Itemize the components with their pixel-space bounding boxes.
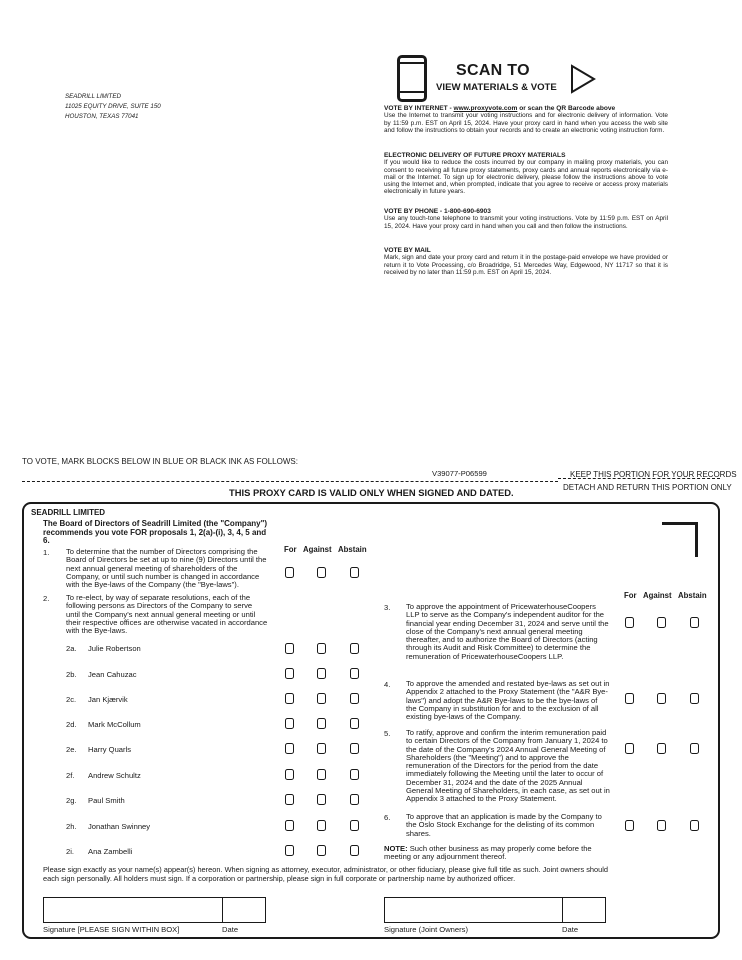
date-label: Date [222,925,239,934]
vote-phone-text: Use any touch-tone telephone to transmit your voting instructions. Vote by 11:59 p.m. EST on April 15, 2024. Have your proxy card in hand when you call and then follow the instructions. [384,215,668,230]
scan-subtitle: VIEW MATERIALS & VOTE [436,82,557,93]
proposal-2-text: To re-elect, by way of separate resolutions, each of the following persons as Directors of the Company to serve until the Company's next annual general meeting or until their respective offices are otherwise vacated in accordance with the Bye-laws. [66,593,268,636]
nominee-2g-for-checkbox[interactable] [285,794,294,805]
header-abstain: Abstain [338,545,367,554]
proposal-6-number: 6. [384,813,391,822]
proposal-1-against-checkbox[interactable] [317,567,326,578]
return-address-line1: SEADRILL LIMITED [65,93,121,100]
nominee-2c-for-checkbox[interactable] [285,693,294,704]
nominee-number: 2e. [66,745,77,754]
nominee-2a-against-checkbox[interactable] [317,643,326,654]
joint-signature-date-box[interactable] [562,897,606,923]
nominee-2b-against-checkbox[interactable] [317,668,326,679]
detach-line [22,481,558,482]
joint-signature-box[interactable] [384,897,563,923]
signing-instructions: Please sign exactly as your name(s) appear(s) hereon. When signing as attorney, executor, administrator, or other fiduciary, please give full title as such. Joint owners should each sign personally. All holders must sign. If a corporation or partnership, please sign in full corporate or partnership name by authorized officer. [43,865,608,883]
header-against-right: Against [643,591,672,600]
vote-mail-heading: VOTE BY MAIL [384,247,431,254]
proposal-1-for-checkbox[interactable] [285,567,294,578]
nominee-name: Ana Zambelli [88,847,133,856]
proposal-6-text: To approve that an application is made by the Company to the Oslo Stock Exchange for the delisting of its common shares. [406,812,602,838]
nominee-number: 2g. [66,796,77,805]
note-label: NOTE: [384,844,408,853]
nominee-2a-abstain-checkbox[interactable] [350,643,359,654]
proposal-5-abstain-checkbox[interactable] [690,743,699,754]
nominee-name: Andrew Schultz [88,771,141,780]
proposal-3-against-checkbox[interactable] [657,617,666,628]
header-for: For [284,545,297,554]
joint-date-label: Date [562,925,579,934]
vote-mail-section [384,247,668,276]
nominee-name: Jean Cahuzac [88,670,137,679]
nominee-2h-against-checkbox[interactable] [317,820,326,831]
proposal-3-for-checkbox[interactable] [625,617,634,628]
play-arrow-icon [570,64,596,94]
proposal-3-text: To approve the appointment of PricewaterhouseCoopers LLP to serve as the Company's independent auditor for the financial year ending December 31, 2024 and serve until the close of the Company's next annual general meeting thereafter, and to authorize the Board of Directors (acting through its Audit and Risk Committee) to determine the remuneration of PricewaterhouseCoopers LLP. [406,602,609,661]
return-address [65,92,161,122]
header-against: Against [303,545,332,554]
nominee-2h-for-checkbox[interactable] [285,820,294,831]
nominee-number: 2a. [66,644,77,653]
proposal-4-text: To approve the amended and restated bye-laws as set out in Appendix 2 attached to the Proxy Statement (the "A&R Bye-laws") and adopt the A&R Bye-laws to be the bye-laws of the Company in substitution for and to the exclusion of all existing bye-laws of the Company. [406,679,610,722]
nominee-2h-abstain-checkbox[interactable] [350,820,359,831]
nominee-2d-abstain-checkbox[interactable] [350,718,359,729]
nominee-number: 2i. [66,847,75,856]
nominee-2e-against-checkbox[interactable] [317,743,326,754]
nominee-2c-abstain-checkbox[interactable] [350,693,359,704]
nominee-number: 2h. [66,822,77,831]
proposal-5-text: To ratify, approve and confirm the interim remuneration paid to certain Directors of the Company from January 1, 2024 to the date of the Company's 2024 Annual General Meeting of Shareholders (the "Meeting") and to approve the remuneration of the Directors for the period from the date immediately following the Meeting until the later to occur of December 31, 2024 and the date of the 2025 Annual General Meeting of Shareholders, in each case, as set out in Appendix 3 attached to the Proxy Statement. [406,728,610,804]
nominee-2i-for-checkbox[interactable] [285,845,294,856]
nominee-2i-against-checkbox[interactable] [317,845,326,856]
nominee-2c-against-checkbox[interactable] [317,693,326,704]
nominee-number: 2c. [66,695,77,704]
nominee-2b-abstain-checkbox[interactable] [350,668,359,679]
nominee-name: Mark McCollum [88,720,141,729]
electronic-delivery-heading: ELECTRONIC DELIVERY OF FUTURE PROXY MATERIALS [384,152,566,159]
proposal-4-number: 4. [384,680,391,689]
card-company-name: SEADRILL LIMITED [31,508,106,517]
nominee-name: Julie Robertson [88,644,141,653]
nominee-name: Jan Kjærvik [88,695,128,704]
proposal-4-against-checkbox[interactable] [657,693,666,704]
signature-label: Signature [PLEASE SIGN WITHIN BOX] [43,925,180,934]
return-address-line3: HOUSTON, TEXAS 77041 [65,113,139,120]
board-recommendation: The Board of Directors of Seadrill Limited (the "Company") recommends you vote FOR proposals 1, 2(a)-(i), 3, 4, 5 and 6. [43,519,268,546]
detach-portion-label: DETACH AND RETURN THIS PORTION ONLY [563,483,732,492]
header-abstain-right: Abstain [678,591,707,600]
proposal-6-against-checkbox[interactable] [657,820,666,831]
nominee-2f-abstain-checkbox[interactable] [350,769,359,780]
proposal-1-text: To determine that the number of Directors comprising the Board of Directors be set at up to nine (9) Directors until the next annual general meeting of shareholders of the Company, or until such number is changed in accordance with the Bye-laws of the Company (the "Bye-laws"). [66,547,267,590]
nominee-2e-for-checkbox[interactable] [285,743,294,754]
nominee-name: Jonathan Swinney [88,822,151,831]
detach-line-right [558,478,720,479]
nominee-2a-for-checkbox[interactable] [285,643,294,654]
nominee-2b-for-checkbox[interactable] [285,668,294,679]
other-business-note [384,845,610,862]
joint-signature-label: Signature (Joint Owners) [384,925,468,934]
mobile-phone-icon [397,55,427,102]
proposal-4-for-checkbox[interactable] [625,693,634,704]
electronic-delivery-section [384,152,668,196]
nominee-2f-for-checkbox[interactable] [285,769,294,780]
nominee-2g-against-checkbox[interactable] [317,794,326,805]
valid-notice: THIS PROXY CARD IS VALID ONLY WHEN SIGNED AND DATED. [229,487,514,498]
proxyvote-link[interactable]: www.proxyvote.com [453,105,518,112]
vote-phone-section [384,208,668,230]
nominee-number: 2d. [66,720,77,729]
proposal-3-abstain-checkbox[interactable] [690,617,699,628]
vote-internet-text: Use the Internet to transmit your voting instructions and for electronic delivery of information. Vote by 11:59 p.m. EST on April 15, 2024. Have your proxy card in hand when you access the web site and follow the instructions to obtain your records and to create an electronic voting instruction form. [384,112,668,134]
nominee-number: 2f. [66,771,75,780]
proposal-3-number: 3. [384,603,391,612]
mark-instructions: TO VOTE, MARK BLOCKS BELOW IN BLUE OR BLACK INK AS FOLLOWS: [22,457,298,466]
nominee-number: 2b. [66,670,77,679]
proposal-2-number: 2. [43,594,50,603]
nominee-2e-abstain-checkbox[interactable] [350,743,359,754]
keep-portion-label: KEEP THIS PORTION FOR YOUR RECORDS [570,470,737,479]
nominee-2i-abstain-checkbox[interactable] [350,845,359,856]
proposal-5-number: 5. [384,729,391,738]
nominee-2d-for-checkbox[interactable] [285,718,294,729]
nominee-2g-abstain-checkbox[interactable] [350,794,359,805]
nominee-name: Paul Smith [88,796,125,805]
vote-internet-heading: VOTE BY INTERNET - www.proxyvote.com or scan the QR Barcode above [384,105,616,112]
proposal-5-for-checkbox[interactable] [625,743,634,754]
nominee-name: Harry Quarls [88,745,132,754]
scan-title: SCAN TO [456,62,530,79]
note-text: Such other business as may properly come before the meeting or any adjournment thereof. [384,844,592,862]
proposal-6-for-checkbox[interactable] [625,820,634,831]
electronic-delivery-text: If you would like to reduce the costs incurred by our company in mailing proxy materials, you can consent to receiving all future proxy statements, proxy cards and annual reports electronically via e-mail or the Internet. To sign up for electronic delivery, please follow the instructions above to vote using the Internet and, when prompted, indicate that you agree to receive or access proxy materials electronically in future years. [384,159,668,196]
signature-date-box[interactable] [222,897,266,923]
header-for-right: For [624,591,637,600]
proposal-1-abstain-checkbox[interactable] [350,567,359,578]
proposal-1-number: 1. [43,548,50,557]
corner-mark [662,522,698,557]
proposal-5-against-checkbox[interactable] [657,743,666,754]
signature-box[interactable] [43,897,223,923]
control-number: V39077-P06599 [432,469,487,478]
vote-mail-text: Mark, sign and date your proxy card and return it in the postage-paid envelope we have provided or return it to Vote Processing, c/o Broadridge, 51 Mercedes Way, Edgewood, NY 11717 so that it is received by no later than 11:59 p.m. EST on April 15, 2024. [384,254,668,276]
vote-phone-heading: VOTE BY PHONE - 1-800-690-6903 [384,208,491,215]
proposal-6-abstain-checkbox[interactable] [690,820,699,831]
nominee-2d-against-checkbox[interactable] [317,718,326,729]
proposal-4-abstain-checkbox[interactable] [690,693,699,704]
return-address-line2: 11025 EQUITY DRIVE, SUITE 150 [65,103,161,110]
vote-internet-section [384,105,668,134]
nominee-2f-against-checkbox[interactable] [317,769,326,780]
